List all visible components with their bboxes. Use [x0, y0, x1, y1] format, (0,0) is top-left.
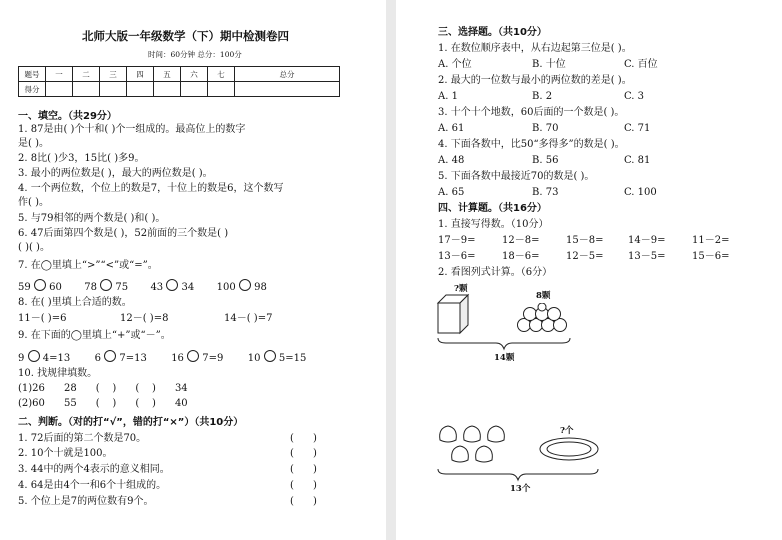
left-page: [0, 0, 386, 540]
option[interactable]: A. 个位: [438, 59, 472, 70]
option[interactable]: C. 71: [624, 123, 651, 134]
score-cell[interactable]: [181, 82, 208, 97]
score-col: 五: [154, 67, 181, 82]
compare-value: 98: [254, 282, 267, 293]
score-cell[interactable]: [46, 82, 73, 97]
exam-info: 时间：60分钟 总分：100分: [148, 50, 242, 59]
compare-value: 78: [84, 282, 97, 293]
question-4: 4. 一个两位数，个位上的数是7，十位上的数是6，这个数写: [18, 183, 284, 194]
brace: [436, 337, 572, 351]
question-6-cont: ( )( )。: [18, 242, 50, 253]
answer-circle[interactable]: [28, 350, 40, 362]
calc-q2: 2. 看图列式计算。（6分）: [438, 267, 553, 278]
choice-q2: 2. 最大的一位数与最小的两位数的差是( )。: [438, 75, 632, 86]
question-7: 7. 在◯里填上“>”“<”或“=”。: [18, 260, 158, 271]
option[interactable]: B. 2: [532, 91, 553, 102]
total-label: 14颗: [494, 353, 515, 363]
balls-icon: [516, 303, 568, 335]
score-cell[interactable]: [73, 82, 100, 97]
choice-q1: 1. 在数位顺序表中，从右边起第三位是( )。: [438, 43, 632, 54]
score-col: 一: [46, 67, 73, 82]
answer-circle[interactable]: [166, 279, 178, 291]
question-9: 9. 在下面的◯里填上“+”或“－”。: [18, 330, 171, 341]
operand: 4=13: [42, 353, 71, 364]
judge-item: 4. 64是由4个一和6个十组成的。: [18, 480, 167, 491]
operand: 16: [171, 353, 184, 364]
answer-circle[interactable]: [264, 350, 276, 362]
score-cell[interactable]: [208, 82, 235, 97]
question-3: 3. 最小的两位数是( )，最大的两位数是( )。: [18, 168, 213, 179]
question-4-cont: 作( )。: [18, 197, 49, 208]
judge-blank[interactable]: ( ): [290, 496, 317, 507]
answer-circle[interactable]: [239, 279, 251, 291]
option[interactable]: B. 73: [532, 187, 559, 198]
section-choice: 三、选择题。（共10分）: [438, 27, 547, 38]
operand: 9: [18, 353, 25, 364]
calc-item: 11－2=: [692, 235, 730, 246]
question-1: 1. 87是由( )个十和( )个一组成的。最高位上的数字: [18, 124, 246, 135]
answer-circle[interactable]: [34, 279, 46, 291]
plate-icon: [538, 436, 600, 462]
option[interactable]: B. 70: [532, 123, 559, 134]
choice-q3: 3. 十个十个地数，60后面的一个数是( )。: [438, 107, 625, 118]
operator-row: [18, 350, 306, 365]
judge-item: 5. 个位上是7的两位数有9个。: [18, 496, 154, 507]
count-label: 8颗: [536, 291, 551, 301]
judge-blank[interactable]: ( ): [290, 480, 317, 491]
peaches-icon: [436, 420, 508, 466]
calc-q1: 1. 直接写得数。（10分）: [438, 219, 549, 230]
compare-value: 60: [49, 282, 62, 293]
judge-blank[interactable]: ( ): [290, 464, 317, 475]
answer-circle[interactable]: [104, 350, 116, 362]
section-judge: 二、判断。（对的打“√”，错的打“×”）（共10分）: [18, 417, 244, 428]
answer-circle[interactable]: [100, 279, 112, 291]
calc-item: 13－5=: [628, 251, 666, 262]
unknown-count-label: ?颗: [454, 284, 468, 294]
judge-blank[interactable]: ( ): [290, 433, 317, 444]
score-table: [18, 66, 340, 97]
option[interactable]: C. 100: [624, 187, 657, 198]
score-col: 三: [100, 67, 127, 82]
question-1-cont: 是( )。: [18, 138, 49, 149]
brace: [436, 468, 600, 482]
judge-item: 3. 44中的两个4表示的意义相同。: [18, 464, 170, 475]
calc-item: 12－5=: [566, 251, 604, 262]
unknown-count-label: ?个: [560, 426, 574, 436]
option[interactable]: C. 81: [624, 155, 651, 166]
option[interactable]: A. 65: [438, 187, 465, 198]
option[interactable]: B. 十位: [532, 59, 566, 70]
right-page: [396, 0, 782, 540]
calc-item: 18－6=: [502, 251, 540, 262]
section-fill-blank: 一、填空。（共29分）: [18, 111, 117, 122]
option[interactable]: A. 48: [438, 155, 465, 166]
compare-value: 34: [181, 282, 195, 293]
calc-item: 12－8=: [502, 235, 540, 246]
compare-row: [18, 279, 267, 294]
question-5: 5. 与79相邻的两个数是( )和( )。: [18, 213, 166, 224]
calc-item: 13－6=: [438, 251, 476, 262]
judge-item: 1. 72后面的第二个数是70。: [18, 433, 147, 444]
pattern-row-2: (2)60 55 ( ) ( ) 40: [18, 398, 188, 409]
operand: 6: [94, 353, 101, 364]
question-10: 10. 找规律填数。: [18, 368, 98, 379]
compare-value: 59: [18, 282, 31, 293]
score-cell[interactable]: [100, 82, 127, 97]
operand: 7=9: [202, 353, 224, 364]
fill-item: 12－( )=8: [120, 313, 169, 324]
question-8: 8. 在( )里填上合适的数。: [18, 297, 132, 308]
operand: 7=13: [119, 353, 147, 364]
judge-item: 2. 10个十就是100。: [18, 448, 113, 459]
option[interactable]: C. 百位: [624, 59, 658, 70]
score-row-label: 得分: [19, 82, 46, 97]
option[interactable]: C. 3: [624, 91, 645, 102]
question-6: 6. 47后面第四个数是( )，52前面的三个数是( ): [18, 228, 229, 239]
answer-circle[interactable]: [187, 350, 199, 362]
option[interactable]: B. 56: [532, 155, 559, 166]
judge-blank[interactable]: ( ): [290, 448, 317, 459]
score-col: 六: [181, 67, 208, 82]
score-col: 四: [127, 67, 154, 82]
choice-q5: 5. 下面各数中最接近70的数是( )。: [438, 171, 595, 182]
box-icon: [436, 293, 470, 335]
operand: 5=15: [278, 353, 307, 364]
calc-item: 17－9=: [438, 235, 476, 246]
score-cell[interactable]: [154, 82, 181, 97]
pattern-row-1: (1)26 28 ( ) ( ) 34: [18, 383, 188, 394]
option[interactable]: A. 61: [438, 123, 465, 134]
option[interactable]: A. 1: [438, 91, 458, 102]
score-col: 二: [73, 67, 100, 82]
fill-item: 14－( )=7: [224, 313, 273, 324]
page-title: 北师大版一年级数学（下）期中检测卷四: [82, 29, 289, 43]
score-header: 题号: [19, 67, 46, 82]
compare-value: 100: [216, 282, 236, 293]
page-gutter: [386, 0, 396, 540]
score-cell[interactable]: [127, 82, 154, 97]
operand: 10: [247, 353, 261, 364]
compare-value: 43: [150, 282, 164, 293]
calc-item: 15－8=: [566, 235, 604, 246]
section-calc: 四、计算题。（共16分）: [438, 203, 547, 214]
choice-q4: 4. 下面各数中，比50“多得多”的数是( )。: [438, 139, 625, 150]
total-label: 13个: [510, 484, 531, 494]
fill-item: 11－( )=6: [18, 313, 67, 324]
calc-item: 14－9=: [628, 235, 666, 246]
compare-value: 75: [115, 282, 129, 293]
score-total-col: 总分: [235, 67, 340, 82]
score-cell[interactable]: [235, 82, 340, 97]
question-2: 2. 8比( )少3，15比( )多9。: [18, 153, 145, 164]
calc-item: 15－6=: [692, 251, 730, 262]
score-col: 七: [208, 67, 235, 82]
